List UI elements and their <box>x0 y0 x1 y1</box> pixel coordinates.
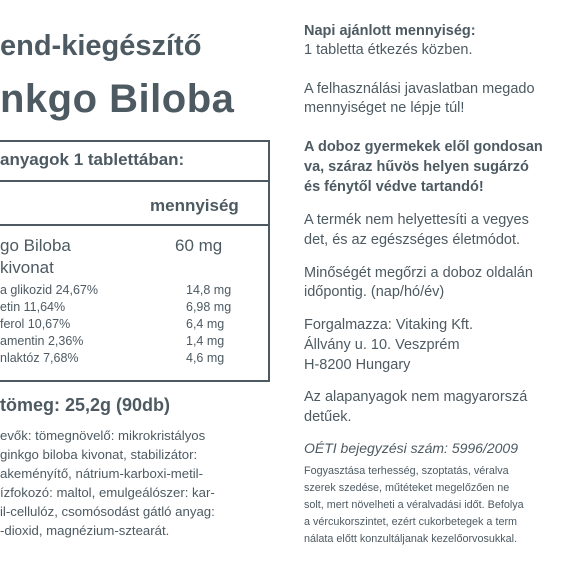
left-label-panel <box>0 0 285 580</box>
sub-ingredient-amount: 6,98 mg <box>186 300 232 314</box>
sub-ingredient-name: a glikozid 24,67% <box>0 283 98 297</box>
net-weight: tömeg: 25,2g (90db) <box>0 395 171 415</box>
diet-line: det, és az egészséges életmódot. <box>304 232 521 248</box>
storage-line: A doboz gyermekek elől gondosan <box>304 139 543 155</box>
other-ingredients-line: evők: tömegnövelő: mikrokristályos <box>0 428 206 443</box>
main-ingredient-amount: 60 mg <box>175 236 223 255</box>
product-category: end-kiegészítő <box>0 30 202 62</box>
sub-ingredient-name: amentin 2,36% <box>0 334 84 348</box>
main-ingredient-name-cont: kivonat <box>0 258 54 277</box>
origin-line: Az alapanyagok nem magyarorszá <box>304 389 528 405</box>
main-ingredient-name: go Biloba <box>0 236 71 255</box>
sub-ingredient-name: etin 11,64% <box>0 300 66 314</box>
registration-number: OÉTI bejegyzési szám: 5996/2009 <box>304 440 519 456</box>
column-header-amount: mennyiség <box>150 196 239 215</box>
other-ingredients-line: il-cellulóz, csomósodást gátló anyag: <box>0 504 215 519</box>
diet-line: A termék nem helyettesíti a vegyes <box>304 212 529 228</box>
table-divider <box>0 224 268 226</box>
other-ingredients-line: akeményítő, nátrium-karboxi-metil- <box>0 466 204 481</box>
sub-ingredient-amount: 4,6 mg <box>186 351 225 365</box>
caution-line: a vércukorszintet, ezért cukorbetegek a term <box>304 516 518 528</box>
table-divider <box>0 180 268 182</box>
caution-line: nálata előtt konzultáljanak kezelőorvosukkal. <box>304 533 518 545</box>
other-ingredients-line: ízfokozó: maltol, emulgeálószer: kar- <box>0 485 215 500</box>
warning-line: mennyiséget ne lépje túl! <box>304 100 465 116</box>
product-name: nkgo Biloba <box>0 77 235 121</box>
other-ingredients-line: -dioxid, magnézium-sztearát. <box>0 523 170 538</box>
other-ingredients-line: ginkgo biloba kivonat, stabilizátor: <box>0 447 198 462</box>
warning-line: A felhasználási javaslatban megado <box>304 81 535 97</box>
sub-ingredient-amount: 14,8 mg <box>186 283 232 297</box>
distributor-line: H-8200 Hungary <box>304 357 411 373</box>
sub-ingredient-amount: 1,4 mg <box>186 334 225 348</box>
dose-text: 1 tabletta étkezés közben. <box>304 42 473 58</box>
expiry-line: időpontig. (nap/hó/év) <box>304 284 445 300</box>
sub-ingredient-name: nlaktóz 7,68% <box>0 351 79 365</box>
storage-line: és fénytől védve tartandó! <box>304 179 484 195</box>
expiry-line: Minőségét megőrzi a doboz oldalán <box>304 265 533 281</box>
origin-line: detűek. <box>304 409 352 425</box>
ingredients-table-title: anyagok 1 tablettában: <box>0 150 185 169</box>
caution-line: szerek szedése, műtéteket megelőzően ne <box>304 482 510 494</box>
caution-line: Fogyasztása terhesség, szoptatás, véralva <box>304 465 509 477</box>
distributor-line: Állvány u. 10. Veszprém <box>304 337 460 353</box>
storage-line: va, száraz hűvös helyen sugárzó <box>304 159 529 175</box>
sub-ingredient-name: ferol 10,67% <box>0 317 71 331</box>
distributor-line: Forgalmazza: Vitaking Kft. <box>304 317 473 333</box>
right-label-panel <box>300 0 580 580</box>
sub-ingredient-amount: 6,4 mg <box>186 317 225 331</box>
caution-line: solt, mert növelheti a véralvadási időt. Befolya <box>304 499 524 511</box>
dose-title: Napi ajánlott mennyiség: <box>304 23 476 39</box>
